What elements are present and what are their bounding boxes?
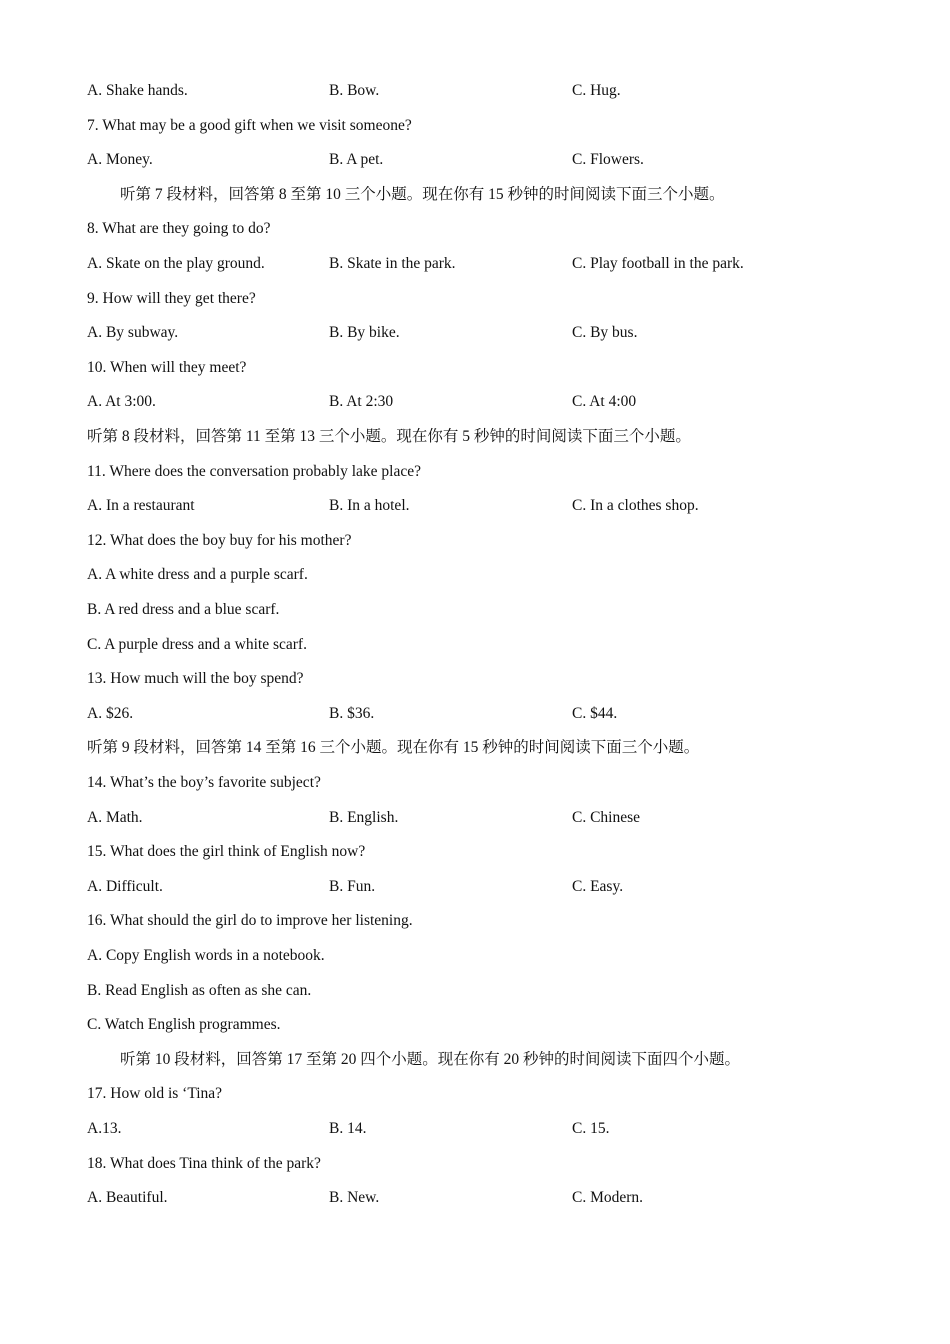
option-b: B. $36. (329, 705, 375, 722)
option-c: C. Play football in the park. (572, 255, 744, 272)
question-line: B. A red dress and a blue scarf. (87, 601, 280, 618)
question-line: C. Watch English programmes. (87, 1016, 281, 1033)
option-a: A. Shake hands. (87, 82, 188, 99)
question-line: 17. How old is ‘Tina? (87, 1085, 223, 1102)
question-line: 18. What does Tina think of the park? (87, 1155, 321, 1172)
option-a: A. Beautiful. (87, 1189, 168, 1206)
option-c: C. 15. (572, 1120, 610, 1137)
question-line: 9. How will they get there? (87, 290, 256, 307)
option-a: A. $26. (87, 705, 134, 722)
option-c: C. Flowers. (572, 151, 644, 168)
question-line: A. A white dress and a purple scarf. (87, 566, 308, 583)
option-a: A. At 3:00. (87, 393, 156, 410)
option-c: C. Chinese (572, 809, 641, 826)
option-b: B. Fun. (329, 878, 376, 895)
option-b: B. At 2:30 (329, 393, 394, 410)
option-b: B. English. (329, 809, 399, 826)
section-instruction: 听第 7 段材料，回答第 8 至第 10 三个小题。现在你有 15 秒钟的时间阅读下面三个小题。 (120, 186, 725, 203)
option-b: B. By bike. (329, 324, 400, 341)
section-instruction: 听第 8 段材料，回答第 11 至第 13 三个小题。现在你有 5 秒钟的时间阅读下面三个小题。 (87, 428, 691, 445)
option-c: C. Hug. (572, 82, 621, 99)
option-c: C. In a clothes shop. (572, 497, 699, 514)
question-line: 16. What should the girl do to improve her listening. (87, 912, 413, 929)
option-a: A. Difficult. (87, 878, 163, 895)
option-a: A. By subway. (87, 324, 179, 341)
option-a: A. In a restaurant (87, 497, 195, 514)
question-line: 12. What does the boy buy for his mother? (87, 532, 352, 549)
section-instruction: 听第 10 段材料，回答第 17 至第 20 四个小题。现在你有 20 秒钟的时间阅读下面四个小题。 (120, 1051, 741, 1068)
option-c: C. By bus. (572, 324, 638, 341)
option-c: C. $44. (572, 705, 618, 722)
option-c: C. At 4:00 (572, 393, 637, 410)
option-b: B. 14. (329, 1120, 367, 1137)
option-a: A.13. (87, 1120, 122, 1137)
option-c: C. Modern. (572, 1189, 644, 1206)
option-b: B. A pet. (329, 151, 384, 168)
option-b: B. In a hotel. (329, 497, 410, 514)
question-line: A. Copy English words in a notebook. (87, 947, 325, 964)
question-line: C. A purple dress and a white scarf. (87, 636, 307, 653)
question-line: 11. Where does the conversation probably lake place? (87, 463, 421, 480)
question-line: 8. What are they going to do? (87, 220, 271, 237)
option-b: B. Skate in the park. (329, 255, 456, 272)
section-instruction: 听第 9 段材料，回答第 14 至第 16 三个小题。现在你有 15 秒钟的时间阅读下面三个小题。 (87, 739, 700, 756)
question-line: 14. What’s the boy’s favorite subject? (87, 774, 321, 791)
question-line: 15. What does the girl think of English now? (87, 843, 366, 860)
option-b: B. Bow. (329, 82, 380, 99)
option-a: A. Skate on the play ground. (87, 255, 265, 272)
question-line: B. Read English as often as she can. (87, 982, 312, 999)
question-line: 10. When will they meet? (87, 359, 247, 376)
option-c: C. Easy. (572, 878, 624, 895)
question-line: 13. How much will the boy spend? (87, 670, 304, 687)
option-b: B. New. (329, 1189, 380, 1206)
question-line: 7. What may be a good gift when we visit someone? (87, 117, 412, 134)
option-a: A. Money. (87, 151, 153, 168)
option-a: A. Math. (87, 809, 143, 826)
